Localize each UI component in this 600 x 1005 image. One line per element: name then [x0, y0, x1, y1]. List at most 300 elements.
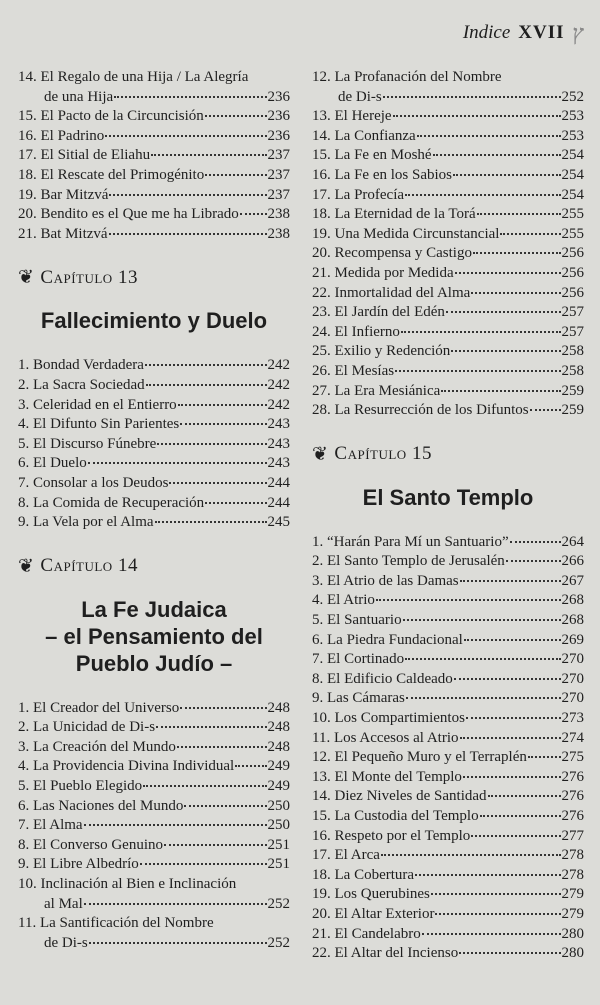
toc-page-number: 249 [267, 778, 290, 795]
toc-entry [18, 225, 290, 245]
toc-entry [312, 631, 584, 651]
toc-entry-title: 19. Bar Mitzvá [18, 186, 109, 203]
toc-entry-row [18, 777, 290, 797]
toc-page-number: 264 [561, 533, 584, 550]
dot-leader [146, 384, 267, 386]
right-column [312, 68, 584, 964]
toc-entry [18, 435, 290, 455]
toc-entry-title: 10. Los Compartimientos [312, 710, 465, 727]
chapter-heading [312, 443, 584, 466]
toc-entry-title: 9. Las Cámaras [312, 690, 405, 707]
toc-entry-row [18, 435, 290, 455]
toc-entry-title: 11. Los Accesos al Atrio [312, 729, 459, 746]
toc-entry-row [312, 905, 584, 925]
toc-page-number: 244 [267, 494, 290, 511]
toc-entry [312, 787, 584, 807]
toc-entry [18, 107, 290, 127]
dot-leader [395, 370, 560, 372]
toc-entry [312, 166, 584, 186]
toc-entry-row [312, 323, 584, 343]
toc-entry-row [18, 454, 290, 474]
toc-entry-title: 8. El Converso Genuino [18, 836, 163, 853]
toc-entry-title: 15. La Fe en Moshé [312, 147, 432, 164]
toc-page-number: 250 [267, 817, 290, 834]
toc-entry-row [18, 699, 290, 719]
toc-page-number: 242 [267, 357, 290, 374]
toc-entry-row [312, 552, 584, 572]
toc-entry-title: 1. Bondad Verdadera [18, 357, 144, 374]
toc-entry [312, 146, 584, 166]
chapter-label: Capítulo 15 [334, 443, 432, 465]
toc-entry-row [18, 513, 290, 533]
toc-entry-row [18, 127, 290, 147]
toc-entry-title: 2. La Unicidad de Di-s [18, 719, 156, 736]
toc-entry [312, 866, 584, 886]
chapter-title-line: – el Pensamiento del [45, 623, 263, 649]
toc-entry [312, 905, 584, 925]
chapter-label: Capítulo 14 [40, 555, 138, 577]
dot-leader [460, 737, 561, 739]
dot-leader [155, 521, 267, 523]
toc-entry-title: 12. El Pequeño Muro y el Terraplén [312, 749, 527, 766]
toc-entry [312, 591, 584, 611]
toc-entry-row [312, 107, 584, 127]
toc-entry-title: 11. La Santificación del Nombre [18, 915, 214, 932]
toc-entry-title: 12. La Profanación del Nombre [312, 69, 502, 85]
toc-page-number: 243 [267, 416, 290, 433]
toc-page-number: 250 [267, 797, 290, 814]
toc-entry [312, 925, 584, 945]
toc-page-number: 256 [561, 245, 584, 262]
dot-leader [164, 844, 267, 846]
header-hebrew-letter: ץ [572, 20, 584, 45]
toc-entry-row [312, 284, 584, 304]
toc-entry-row [18, 718, 290, 738]
dot-leader [376, 599, 561, 601]
toc-entry-title-cont: al Mal [44, 895, 83, 912]
toc-page-number: 255 [561, 206, 584, 223]
dot-leader [488, 795, 561, 797]
dot-leader [528, 756, 561, 758]
dot-leader [466, 717, 561, 719]
dot-leader [455, 272, 561, 274]
chapter-title-line: Pueblo Judío – [75, 650, 233, 676]
dot-leader [471, 292, 560, 294]
toc-entry-title: 14. La Confianza [312, 127, 416, 144]
dot-leader [530, 409, 561, 411]
toc-entry-title: 16. Respeto por el Templo [312, 827, 471, 844]
dot-leader [140, 863, 267, 865]
toc-entry-title: 19. Una Medida Circunstancial [312, 225, 500, 242]
toc-entry-title: 5. El Pueblo Elegido [18, 778, 143, 795]
toc-page-number: 257 [561, 304, 584, 321]
toc-page-number: 242 [267, 396, 290, 413]
toc-entry-row [18, 146, 290, 166]
dot-leader [109, 194, 266, 196]
toc-entry-continuation [18, 895, 290, 915]
dot-leader [105, 135, 266, 137]
toc-entry [312, 225, 584, 245]
toc-entry [312, 533, 584, 553]
toc-entry [312, 205, 584, 225]
toc-page-number: 248 [267, 699, 290, 716]
toc-entry-title: 17. El Arca [312, 847, 380, 864]
dot-leader [383, 96, 561, 98]
toc-entry-title: 19. Los Querubines [312, 886, 430, 903]
toc-entry-title-cont: de Di-s [44, 934, 88, 951]
toc-entry-title: 17. El Sitial de Eliahu [18, 147, 151, 164]
toc-entry-title: 10. Inclinación al Bien e Inclinación [18, 876, 237, 893]
toc-page-number: 277 [561, 827, 584, 844]
toc-page-number: 268 [561, 612, 584, 629]
toc-entry [312, 107, 584, 127]
toc-entry-title: 3. Celeridad en el Entierro [18, 396, 177, 413]
toc-entry [312, 284, 584, 304]
toc-entry-row [312, 127, 584, 147]
toc-page-number: 251 [267, 836, 290, 853]
toc-entry-row [312, 264, 584, 284]
leaf-ornament-icon: ❦ [312, 443, 329, 465]
toc-entry-row [18, 738, 290, 758]
dot-leader [471, 835, 560, 837]
toc-entry-row [18, 166, 290, 186]
toc-entry [312, 650, 584, 670]
dot-leader [500, 233, 560, 235]
dot-leader [480, 815, 561, 817]
chapter-heading [18, 266, 290, 289]
toc-entry-title: 6. El Duelo [18, 455, 87, 472]
toc-page-number: 252 [267, 934, 290, 951]
toc-entry [18, 454, 290, 474]
toc-entry [312, 729, 584, 749]
toc-entry-title: 14. El Regalo de una Hija / La Alegría [18, 69, 249, 85]
toc-entry-title: 2. El Santo Templo de Jerusalén [312, 553, 505, 570]
toc-page-number: 253 [561, 127, 584, 144]
toc-page-number: 236 [267, 108, 290, 125]
chapter-title [18, 596, 290, 677]
dot-leader [84, 903, 267, 905]
toc-page-number: 256 [561, 264, 584, 281]
toc-page-number: 274 [561, 729, 584, 746]
toc-entry-row [312, 611, 584, 631]
toc-entry [18, 718, 290, 738]
dot-leader [205, 174, 266, 176]
dot-leader [459, 952, 560, 954]
toc-entry [312, 885, 584, 905]
toc-entry-title: 3. La Creación del Mundo [18, 738, 176, 755]
toc-entry-row [312, 342, 584, 362]
dot-leader [446, 311, 561, 313]
toc-entry-title: 22. El Altar del Incienso [312, 945, 459, 962]
toc-entry [18, 855, 290, 875]
toc-entry-title: 24. El Infierno [312, 323, 400, 340]
dot-leader [454, 678, 561, 680]
toc-entry-title: 13. El Hereje [312, 108, 392, 125]
leaf-ornament-icon: ❦ [18, 555, 35, 577]
toc-entry-title: 1. “Harán Para Mí un Santuario” [312, 533, 509, 550]
toc-page-number: 255 [561, 225, 584, 242]
toc-entry [18, 474, 290, 494]
toc-entry [18, 738, 290, 758]
toc-page-number: 259 [561, 402, 584, 419]
toc-entry-row [18, 797, 290, 817]
toc-page-number: 248 [267, 738, 290, 755]
toc-page-number: 258 [561, 362, 584, 379]
toc-entry-title: 4. La Providencia Divina Individual [18, 758, 235, 775]
toc-entry-row [312, 670, 584, 690]
toc-page-number: 270 [561, 690, 584, 707]
toc-entry [18, 494, 290, 514]
toc-page-number: 268 [561, 592, 584, 609]
toc-entry-row [312, 146, 584, 166]
dot-leader [89, 942, 267, 944]
entry-list [18, 356, 290, 532]
toc-entry-title: 1. El Creador del Universo [18, 699, 180, 716]
toc-entry-title: 18. La Cobertura [312, 866, 415, 883]
toc-entry-row [312, 709, 584, 729]
dot-leader [401, 331, 561, 333]
toc-entry-row [312, 572, 584, 592]
toc-page-number: 248 [267, 719, 290, 736]
toc-entry [312, 362, 584, 382]
dot-leader [240, 213, 267, 215]
toc-entry [312, 186, 584, 206]
toc-entry [312, 68, 584, 107]
toc-page-number: 238 [267, 206, 290, 223]
toc-entry [312, 846, 584, 866]
toc-page-number: 275 [561, 749, 584, 766]
toc-entry-row [312, 631, 584, 651]
dot-leader [463, 776, 561, 778]
toc-entry [18, 396, 290, 416]
toc-entry-row [18, 855, 290, 875]
toc-page-number: 237 [267, 147, 290, 164]
toc-entry-title: 16. La Fe en los Sabios [312, 166, 452, 183]
toc-entry-title: 5. El Discurso Fúnebre [18, 435, 157, 452]
toc-entry-row [312, 768, 584, 788]
toc-entry-row [312, 944, 584, 964]
toc-entry [18, 914, 290, 953]
toc-page-number: 278 [561, 866, 584, 883]
toc-page-number: 276 [561, 808, 584, 824]
toc-page-number: 252 [267, 895, 290, 912]
dot-leader [381, 854, 561, 856]
toc-entry-row [312, 827, 584, 847]
toc-entry-row [312, 303, 584, 323]
dot-leader [403, 619, 561, 621]
entry-list [18, 68, 290, 244]
toc-entry-row [18, 415, 290, 435]
toc-entry [18, 415, 290, 435]
toc-entry-row [18, 474, 290, 494]
toc-entry [312, 264, 584, 284]
dot-leader [431, 893, 561, 895]
toc-entry-row [312, 244, 584, 264]
dot-leader [178, 404, 267, 406]
toc-entry-row [312, 885, 584, 905]
toc-entry-title: 15. El Pacto de la Circuncisión [18, 108, 204, 125]
dot-leader [84, 824, 267, 826]
toc-page-number: 237 [267, 186, 290, 203]
toc-entry-title: 9. El Libre Albedrío [18, 856, 139, 873]
toc-entry-row [312, 925, 584, 945]
toc-page-number: 254 [561, 186, 584, 203]
toc-page-number: 270 [561, 651, 584, 668]
toc-entry-title: 7. Consolar a los Deudos [18, 474, 169, 491]
toc-entry-title: 21. Medida por Medida [312, 264, 454, 281]
toc-entry [312, 127, 584, 147]
toc-entry [18, 875, 290, 914]
toc-entry-row [312, 846, 584, 866]
toc-page-number: 256 [561, 284, 584, 301]
toc-entry-title: 20. El Altar Exterior [312, 905, 435, 922]
toc-page-number: 259 [561, 382, 584, 399]
toc-entry [312, 572, 584, 592]
toc-entry-title: 18. El Rescate del Primogénito [18, 166, 205, 183]
header-page-number: XVII [518, 22, 565, 43]
toc-entry-title: 16. El Padrino [18, 127, 105, 144]
toc-entry-title: 22. Inmortalidad del Alma [312, 284, 471, 301]
dot-leader [88, 462, 267, 464]
toc-entry-title: 26. El Mesías [312, 362, 395, 379]
toc-entry [312, 709, 584, 729]
toc-entry [312, 382, 584, 402]
dot-leader [405, 194, 560, 196]
toc-page-number: 243 [267, 455, 290, 472]
dot-leader [451, 350, 560, 352]
toc-page-number: 278 [561, 847, 584, 864]
dot-leader [477, 213, 561, 215]
toc-entry-title: 7. El Cortinado [312, 651, 405, 668]
toc-entry-title: 3. El Atrio de las Damas [312, 572, 459, 589]
toc-entry-title: 4. El Atrio [312, 592, 375, 609]
dot-leader [169, 482, 266, 484]
toc-entry-title: 7. El Alma [18, 817, 83, 834]
toc-entry-row [312, 166, 584, 186]
dot-leader [235, 765, 266, 767]
toc-page-number: 252 [561, 88, 584, 105]
toc-entry [18, 513, 290, 533]
dot-leader [506, 560, 561, 562]
toc-entry [18, 146, 290, 166]
toc-entry-row [312, 186, 584, 206]
toc-page-number: 236 [267, 88, 290, 105]
dot-leader [417, 135, 561, 137]
toc-entry-row [18, 836, 290, 856]
toc-entry [18, 127, 290, 147]
toc-entry-continuation [18, 88, 290, 108]
entry-list [312, 533, 584, 964]
toc-entry-title: 14. Diez Niveles de Santidad [312, 788, 487, 805]
dot-leader [151, 154, 266, 156]
dot-leader [441, 390, 560, 392]
toc-entry-row [312, 650, 584, 670]
toc-entry [312, 670, 584, 690]
toc-page-number: 257 [561, 323, 584, 340]
toc-entry [312, 689, 584, 709]
toc-entry-row [18, 107, 290, 127]
chapter-label: Capítulo 13 [40, 266, 138, 288]
toc-entry-title-cont: de Di-s [338, 88, 382, 105]
toc-entry-title: 27. La Era Mesiánica [312, 382, 441, 399]
header-index-label: Indice [462, 22, 511, 43]
dot-leader [180, 707, 266, 709]
toc-page-number: 249 [267, 758, 290, 775]
toc-entry [312, 611, 584, 631]
toc-entry [18, 205, 290, 225]
dot-leader [145, 364, 267, 366]
toc-entry-row [312, 533, 584, 553]
toc-entry [18, 816, 290, 836]
toc-entry-row [312, 362, 584, 382]
toc-entry [312, 342, 584, 362]
toc-entry-row [312, 401, 584, 421]
toc-entry [312, 827, 584, 847]
toc-entry-title: 6. La Piedra Fundacional [312, 631, 463, 648]
toc-entry-row [312, 225, 584, 245]
toc-page-number: 273 [561, 710, 584, 727]
dot-leader [205, 115, 267, 117]
toc-entry-title: 15. La Custodia del Templo [312, 808, 479, 824]
dot-leader [406, 697, 561, 699]
toc-entry [312, 944, 584, 964]
dot-leader [143, 785, 266, 787]
toc-entry-title: 6. Las Naciones del Mundo [18, 797, 184, 814]
dot-leader [433, 154, 561, 156]
toc-entry-title: 18. La Eternidad de la Torá [312, 206, 476, 223]
toc-page-number: 270 [561, 670, 584, 687]
chapter-title: Fallecimiento y Duelo [40, 308, 268, 334]
dot-leader [177, 746, 267, 748]
dot-leader [157, 443, 266, 445]
toc-entry-title: 8. El Edificio Caldeado [312, 670, 453, 687]
toc-entry [18, 376, 290, 396]
toc-entry [18, 699, 290, 719]
toc-page-number: 254 [561, 166, 584, 183]
toc-page-number: 242 [267, 376, 290, 393]
dot-leader [435, 913, 560, 915]
toc-entry-row [18, 205, 290, 225]
toc-page-number: 236 [267, 127, 290, 144]
toc-entry [18, 777, 290, 797]
toc-page-number: 251 [267, 856, 290, 873]
toc-entry [312, 303, 584, 323]
toc-entry [312, 552, 584, 572]
toc-page-number: 267 [561, 572, 584, 589]
toc-entry-title: 4. El Difunto Sin Parientes [18, 416, 180, 433]
dot-leader [205, 502, 266, 504]
toc-entry-row [312, 382, 584, 402]
toc-entry-title: 13. El Monte del Templo [312, 768, 462, 785]
chapter-heading [18, 555, 290, 578]
dot-leader [114, 96, 266, 98]
dot-leader [109, 233, 267, 235]
toc-entry-title: 8. La Comida de Recuperación [18, 494, 205, 511]
dot-leader [422, 933, 561, 935]
toc-page-number: 243 [267, 435, 290, 452]
toc-entry-row [18, 376, 290, 396]
dot-leader [180, 423, 266, 425]
toc-entry-title: 20. Recompensa y Castigo [312, 245, 472, 262]
toc-entry-row [18, 396, 290, 416]
toc-entry [18, 797, 290, 817]
toc-entry-title: 23. El Jardín del Edén [312, 304, 445, 321]
dot-leader [510, 541, 561, 543]
toc-page-number: 253 [561, 108, 584, 125]
leaf-ornament-icon: ❦ [18, 267, 35, 289]
toc-entry-row [18, 186, 290, 206]
dot-leader [473, 252, 561, 254]
